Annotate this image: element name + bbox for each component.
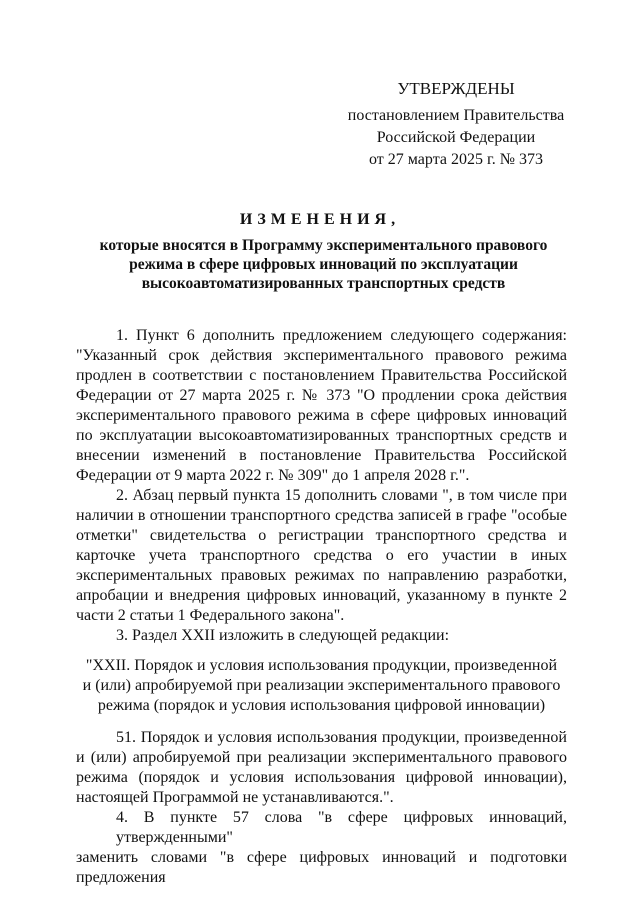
approval-line-2: Российской Федерации	[376, 129, 536, 146]
paragraph-4	[76, 808, 567, 888]
document-body	[76, 326, 567, 888]
document-subtitle: которые вносятся в Программу экспериментального правового режима в сфере цифровых инноваций по эксплуатации высокоавтоматизированных транспортных средств	[99, 237, 548, 292]
paragraph-4-line-2: заменить словами "в сфере цифровых инноваций и подготовки предложения	[76, 849, 567, 886]
approval-stamp	[330, 78, 582, 171]
paragraph-4-line-1: 4. В пункте 57 слова "в сфере цифровых инноваций, утвержденными"	[116, 809, 567, 846]
approval-heading: УТВЕРЖДЕНЫ	[397, 79, 515, 98]
document-title: ИЗМЕНЕНИЯ,	[239, 211, 401, 228]
approval-line-1: постановлением Правительства	[347, 107, 565, 124]
section-heading: "XXII. Порядок и условия использования продукции, произведенной и (или) апробируемой при реализации экспериментального правового режима (порядок и условия использования цифровой инновации)	[82, 657, 561, 714]
paragraph-51: 51. Порядок и условия использования продукции, произведенной и (или) апробируемой при реализации экспериментального правового режима (порядок и условия использования цифровой инновации), настоящей Программой не устанавливаются.".	[76, 729, 567, 806]
approval-line-3: от 27 марта 2025 г. № 373	[369, 151, 543, 168]
paragraph-1: 1. Пункт 6 дополнить предложением следующего содержания: "Указанный срок действия экспериментального правового режима продлен в соответствии с постановлением Правительства Российской Федерации от 27 марта 2025 г. № 373 "О продлении срока действия экспериментального правового режима в сфере цифровых инноваций по эксплуатации высокоавтоматизированных транспортных средств и внесении изменений в постановление Правительства Российской Федерации от 9 марта 2022 г. № 309" до 1 апреля 2028 г.".	[76, 327, 567, 484]
paragraph-2: 2. Абзац первый пункта 15 дополнить словами ", в том числе при наличии в отношении транспортного средства записей в графе "особые отметки" свидетельства о регистрации транспортного средства и карточке учета транспортного средства о его участии в иных экспериментальных правовых режимах по направлению разработки, апробации и внедрения цифровых инноваций, указанному в пункте 2 части 2 статьи 1 Федерального закона".	[76, 487, 567, 624]
paragraph-3: 3. Раздел XXII изложить в следующей редакции:	[116, 627, 450, 644]
